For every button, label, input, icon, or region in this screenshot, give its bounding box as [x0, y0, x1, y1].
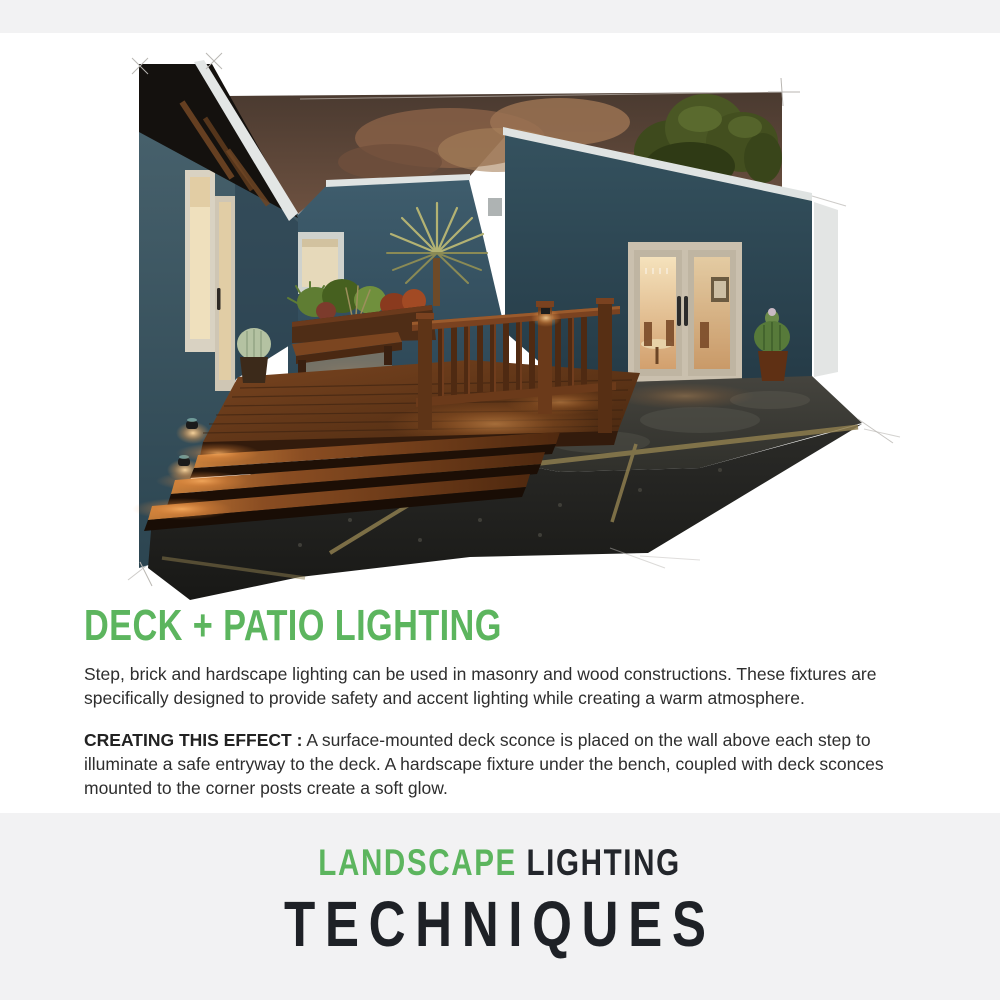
door-handle	[217, 288, 221, 310]
brand-line	[319, 843, 681, 884]
french-doors	[628, 242, 742, 388]
wall-side-return	[814, 202, 838, 377]
brand-title: TECHNIQUES	[284, 887, 716, 960]
section-heading: DECK + PATIO LIGHTING	[84, 601, 502, 650]
intro-paragraph: Step, brick and hardscape lighting can be used in masonry and wood constructions. These fixtures are specifically designed to provide safety and accent lighting while creating a warm atmosphere.	[84, 664, 877, 709]
brand-secondary: LIGHTING	[526, 842, 682, 883]
footer-brand	[0, 813, 1000, 1000]
caption-block	[84, 601, 940, 818]
brand-primary: LANDSCAPE	[318, 842, 518, 883]
effect-paragraph	[84, 728, 940, 800]
effect-text: A surface-mounted deck sconce is placed on the wall above each step to illuminate a safe entryway to the deck. A hardscape fixture under the bench, coupled with deck sconces mounted to the corner posts create a soft glow.	[84, 729, 884, 799]
effect-label: CREATING THIS EFFECT :	[84, 729, 303, 750]
